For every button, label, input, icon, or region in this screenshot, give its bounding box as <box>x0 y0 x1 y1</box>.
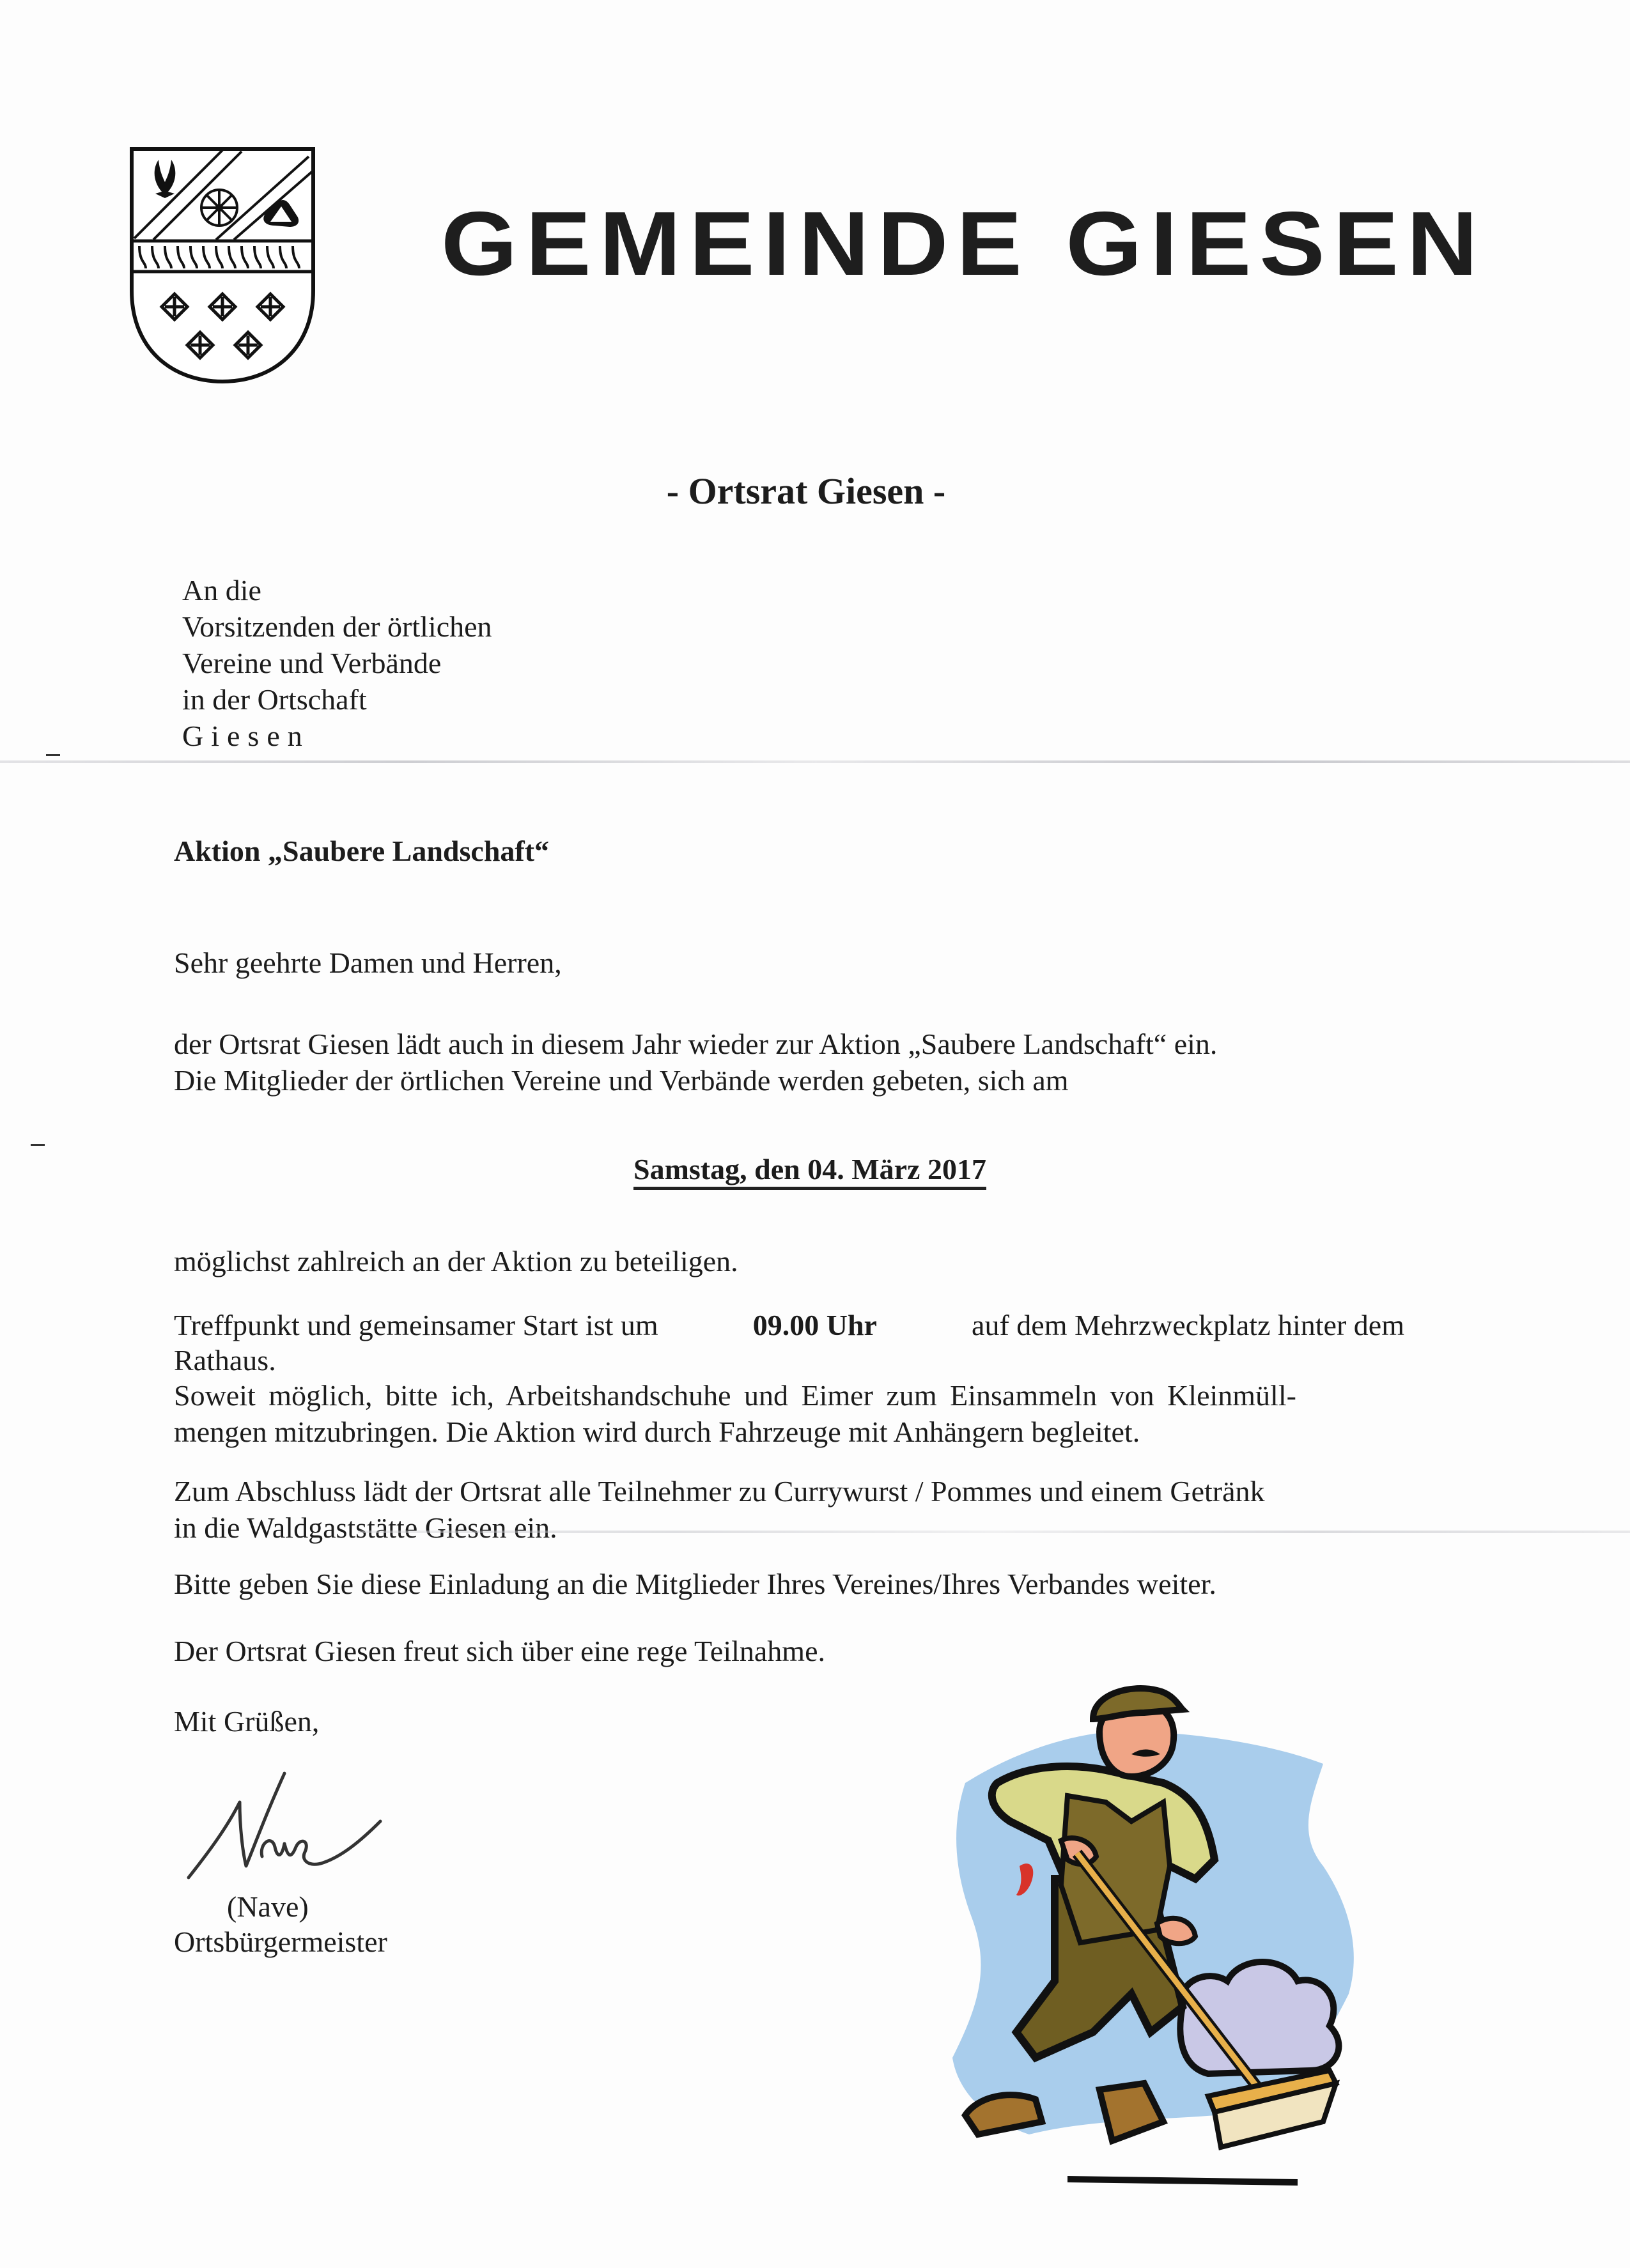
signer-role: Ortsbürgermeister <box>174 1925 387 1958</box>
closing-line-2: in die Waldgaststätte Giesen ein. <box>174 1511 557 1544</box>
salutation: Sehr geehrte Damen und Herren, <box>174 946 562 979</box>
meeting-post: auf dem Mehrzweckplatz hinter dem <box>972 1309 1404 1341</box>
fold-line <box>0 760 1630 763</box>
meeting-line-2: Rathaus. <box>174 1344 276 1377</box>
ground-shadow <box>1067 2176 1298 2186</box>
address-line: Vorsitzenden der örtlichen <box>182 610 492 643</box>
thanks-line: Der Ortsrat Giesen freut sich über eine rege Teilnahme. <box>174 1635 826 1667</box>
hand-right <box>1157 1918 1195 1943</box>
signer-name: (Nave) <box>227 1890 309 1923</box>
forward-request: Bitte geben Sie diese Einladung an die Mitglieder Ihres Vereines/Ihres Verbandes weiter. <box>174 1568 1216 1600</box>
recipient-address <box>182 572 492 754</box>
address-line: An die <box>182 574 261 606</box>
body-after-date: möglichst zahlreich an der Aktion zu beteiligen. <box>174 1245 738 1277</box>
apron <box>1061 1796 1170 1943</box>
coat-of-arms-logo <box>127 144 318 387</box>
subject-heading: Aktion „Saubere Landschaft“ <box>174 835 550 867</box>
body-intro-2: Die Mitglieder der örtlichen Vereine und Verbände werden gebeten, sich am <box>174 1064 1069 1097</box>
event-date-text: Samstag, den 04. März 2017 <box>633 1153 986 1190</box>
meeting-line <box>174 1307 1404 1343</box>
address-line: Giesen <box>182 720 310 752</box>
closing-line-1: Zum Abschluss lädt der Ortsrat alle Teilnehmer zu Currywurst / Pommes und einem Getränk <box>174 1475 1265 1508</box>
bring-line-2: mengen mitzubringen. Die Aktion wird durch Fahrzeuge mit Anhängern begleitet. <box>174 1416 1140 1448</box>
margin-mark <box>46 754 60 756</box>
fold-line <box>358 1531 1630 1533</box>
event-date <box>0 1152 1630 1186</box>
street-sweeper-illustration <box>940 1674 1374 2205</box>
subtitle <box>0 470 1630 513</box>
signature <box>182 1770 387 1885</box>
address-line: Vereine und Verbände <box>182 647 442 679</box>
closing-greeting: Mit Grüßen, <box>174 1705 320 1738</box>
meeting-time: 09.00 Uhr <box>752 1309 877 1341</box>
body-intro-1: der Ortsrat Giesen lädt auch in diesem Jahr wieder zur Aktion „Saubere Landschaft“ ein. <box>174 1028 1218 1060</box>
subtitle-text: - Ortsrat Giesen - <box>666 470 946 512</box>
meeting-pre: Treffpunkt und gemeinsamer Start ist um <box>174 1309 658 1341</box>
address-line: in der Ortschaft <box>182 683 367 716</box>
margin-mark <box>31 1144 45 1146</box>
page-title: GEMEINDE GIESEN <box>441 193 1486 295</box>
bring-line-1 <box>174 1377 1404 1414</box>
bring-line-1-text: Soweit möglich, bitte ich, Arbeitshandschuhe und Eimer zum Einsammeln von Kleinmüll- <box>174 1379 1296 1412</box>
wheel-icon <box>201 190 237 226</box>
